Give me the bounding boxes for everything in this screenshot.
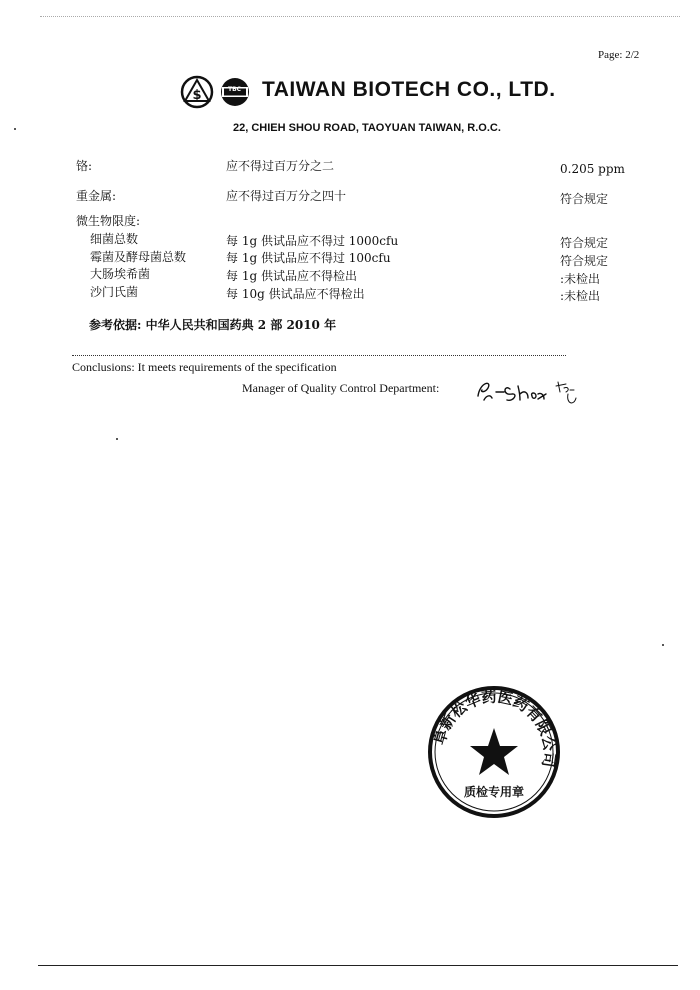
manager-label: Manager of Quality Control Department:	[242, 381, 440, 395]
micro-spec-total-bacteria: 每 1g 供试品应不得过 1000cfu	[226, 234, 399, 248]
top-scan-border	[40, 16, 680, 17]
page-number: Page: 2/2	[598, 49, 640, 61]
reference-note: 参考依据: 中华人民共和国药典 2 部 2010 年	[89, 318, 337, 332]
bottom-rule	[38, 965, 678, 966]
item-name-chromium: 铬:	[76, 159, 93, 173]
company-logo	[180, 74, 256, 110]
micro-result-e-coli: :未检出	[560, 272, 601, 286]
micro-spec-e-coli: 每 1g 供试品应不得检出	[226, 269, 357, 283]
micro-name-e-coli: 大肠埃希菌	[90, 267, 151, 281]
item-name-heavy-metals: 重金属:	[76, 189, 117, 203]
svg-text:$: $	[192, 88, 202, 103]
micro-heading: 微生物限度:	[76, 214, 141, 228]
item-result-chromium: 0.205 ppm	[560, 162, 625, 176]
item-spec-heavy-metals: 应不得过百万分之四十	[226, 189, 347, 203]
logo-badge-text: TBC	[228, 86, 242, 93]
manager-signature	[474, 374, 584, 414]
seal-ring-text: 阜新松华药医药有限公司	[430, 687, 559, 769]
company-name: TAIWAN BIOTECH CO., LTD.	[262, 78, 556, 101]
micro-result-salmonella: :未检出	[560, 289, 601, 303]
scan-speck	[116, 438, 118, 440]
micro-name-total-bacteria: 细菌总数	[90, 232, 139, 246]
micro-spec-salmonella: 每 10g 供试品应不得检出	[226, 287, 365, 301]
micro-name-mold-yeast: 霉菌及酵母菌总数	[90, 250, 187, 264]
company-address: 22, CHIEH SHOU ROAD, TAOYUAN TAIWAN, R.O.C.	[233, 122, 501, 134]
micro-spec-mold-yeast: 每 1g 供试品应不得过 100cfu	[226, 251, 391, 265]
dotted-separator	[72, 355, 566, 356]
logo-emblem-icon	[180, 74, 256, 110]
item-spec-chromium: 应不得过百万分之二	[226, 159, 335, 173]
company-seal	[426, 684, 562, 824]
conclusion-text: Conclusions: It meets requirements of the specification	[72, 360, 337, 374]
seal-bottom-text: 质检专用章	[463, 785, 525, 799]
scan-speck	[14, 128, 16, 130]
item-result-heavy-metals: 符合规定	[560, 192, 609, 206]
micro-result-mold-yeast: 符合规定	[560, 254, 609, 268]
micro-result-total-bacteria: 符合规定	[560, 236, 609, 250]
micro-name-salmonella: 沙门氏菌	[90, 285, 139, 299]
scan-speck	[662, 644, 664, 646]
